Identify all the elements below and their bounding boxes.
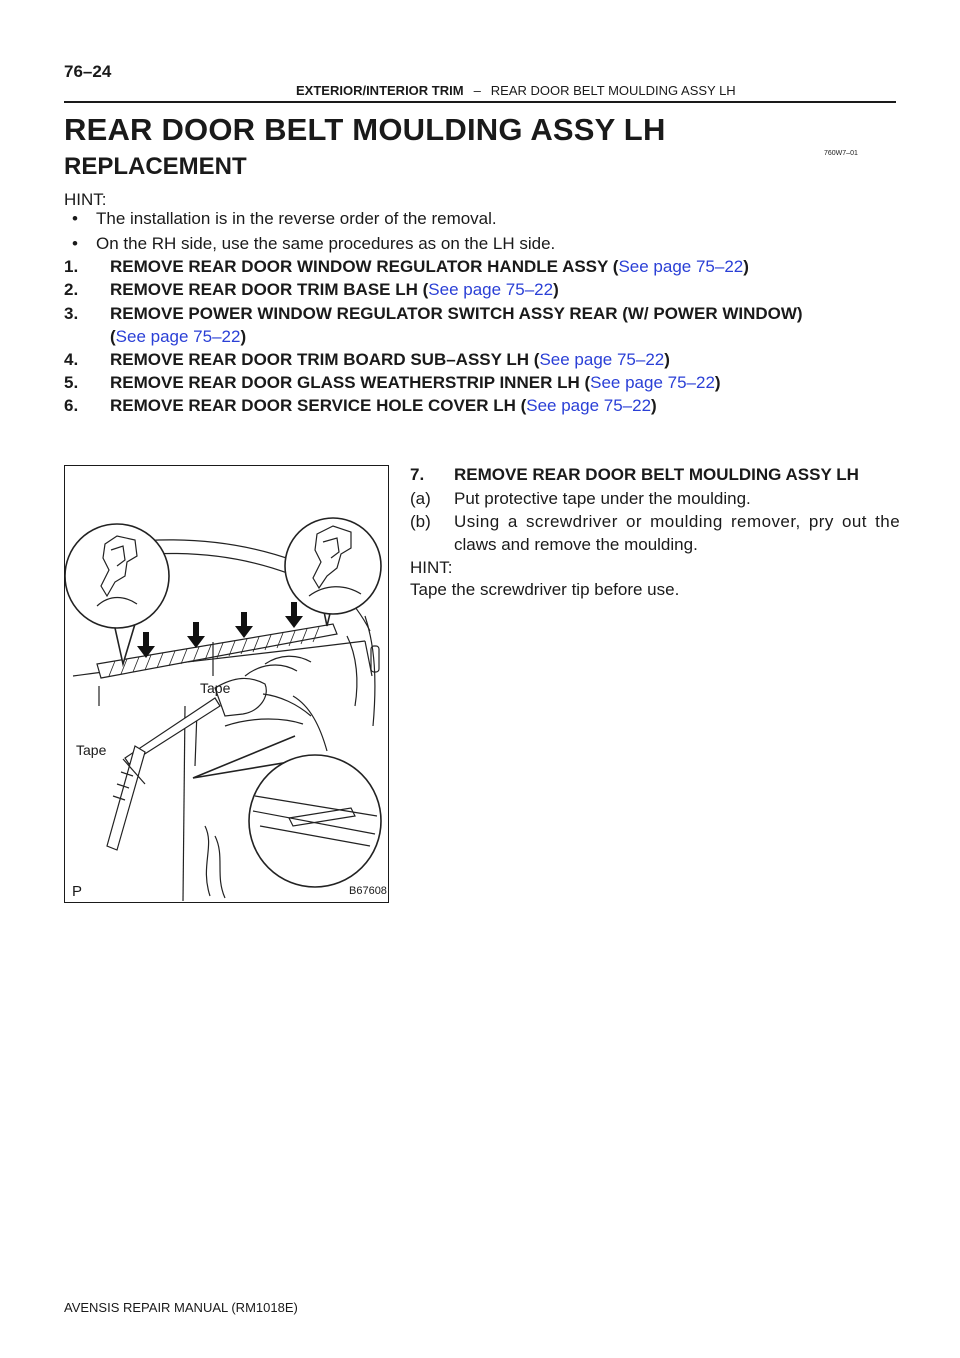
illustration-figure: [64, 465, 389, 903]
figure-corner-letter: P: [72, 883, 83, 900]
see-page-link[interactable]: See page 75–22: [590, 373, 715, 392]
step-7: [410, 465, 859, 485]
step-text: REMOVE POWER WINDOW REGULATOR SWITCH ASSY REAR (W/ POWER WINDOW): [110, 304, 803, 323]
step-7-sub-b: [410, 512, 900, 532]
running-head: [296, 83, 736, 98]
see-page-link[interactable]: See page 75–22: [428, 280, 554, 299]
see-page-link[interactable]: See page 75–22: [618, 257, 744, 276]
sub-step-label: (a): [410, 489, 431, 508]
manual-footer: AVENSIS REPAIR MANUAL (RM1018E): [64, 1300, 298, 1315]
step-1: [64, 257, 749, 277]
step-open-paren: (: [110, 327, 116, 346]
sub-step-text: Using a screwdriver or moulding remover, pry out the: [454, 512, 901, 531]
page-number: 76–24: [64, 62, 112, 81]
bullet-text: The installation is in the reverse order of the removal.: [96, 209, 497, 228]
bullet-glyph: •: [72, 234, 78, 253]
step-number: 6.: [64, 396, 79, 415]
section-subtitle: REPLACEMENT: [64, 153, 247, 180]
step-3-continued: [110, 327, 246, 347]
tape-label-lower: Tape: [76, 742, 107, 758]
step-text: REMOVE REAR DOOR WINDOW REGULATOR HANDLE ASSY (: [110, 257, 619, 276]
see-page-link[interactable]: See page 75–22: [115, 327, 241, 346]
step-4: [64, 350, 670, 370]
step-close-paren: ): [714, 373, 721, 392]
step-text: REMOVE REAR DOOR SERVICE HOLE COVER LH (: [110, 396, 527, 415]
step-close-paren: ): [240, 327, 247, 346]
step-7-sub-a: [410, 489, 751, 509]
step-text: REMOVE REAR DOOR GLASS WEATHERSTRIP INNER LH (: [110, 373, 591, 392]
step-6: [64, 396, 657, 416]
hint-bullet-2: [72, 234, 555, 254]
step-7-hint-label: HINT:: [410, 558, 453, 577]
section-name: EXTERIOR/INTERIOR TRIM: [296, 83, 464, 98]
step-7-sub-b-continued: claws and remove the moulding.: [454, 535, 698, 554]
step-number: 2.: [64, 280, 79, 299]
see-page-link[interactable]: See page 75–22: [526, 396, 652, 415]
step-number: 1.: [64, 257, 79, 276]
step-number: 5.: [64, 373, 79, 392]
document-code: 760W7–01: [824, 150, 858, 157]
header-rule: [64, 101, 896, 103]
page-title: REAR DOOR BELT MOULDING ASSY LH: [64, 112, 666, 147]
step-7-hint-text: Tape the screwdriver tip before use.: [410, 580, 680, 599]
step-close-paren: ): [651, 396, 657, 415]
step-close-paren: ): [553, 280, 559, 299]
step-number: 7.: [410, 465, 425, 484]
step-text: REMOVE REAR DOOR TRIM BASE LH (: [110, 280, 429, 299]
step-text: REMOVE REAR DOOR BELT MOULDING ASSY LH: [454, 465, 859, 484]
header-separator: –: [473, 83, 481, 98]
topic-name: REAR DOOR BELT MOULDING ASSY LH: [490, 83, 736, 98]
step-close-paren: ): [664, 350, 670, 369]
step-number: 4.: [64, 350, 79, 369]
step-close-paren: ): [743, 257, 749, 276]
see-page-link[interactable]: See page 75–22: [539, 350, 665, 369]
hint-label: HINT:: [64, 190, 107, 209]
step-text: REMOVE REAR DOOR TRIM BOARD SUB–ASSY LH (: [110, 350, 540, 369]
tape-label-upper: Tape: [200, 680, 231, 696]
sub-step-text: Put protective tape under the moulding.: [454, 489, 751, 508]
step-2: [64, 280, 559, 300]
hint-bullet-1: [72, 209, 497, 229]
figure-code: B67608: [349, 885, 387, 897]
step-3: [64, 304, 803, 324]
step-5: [64, 373, 721, 393]
bullet-glyph: •: [72, 209, 78, 228]
sub-step-label: (b): [410, 512, 431, 531]
bullet-text: On the RH side, use the same procedures as on the LH side.: [96, 234, 556, 253]
step-number: 3.: [64, 304, 79, 323]
